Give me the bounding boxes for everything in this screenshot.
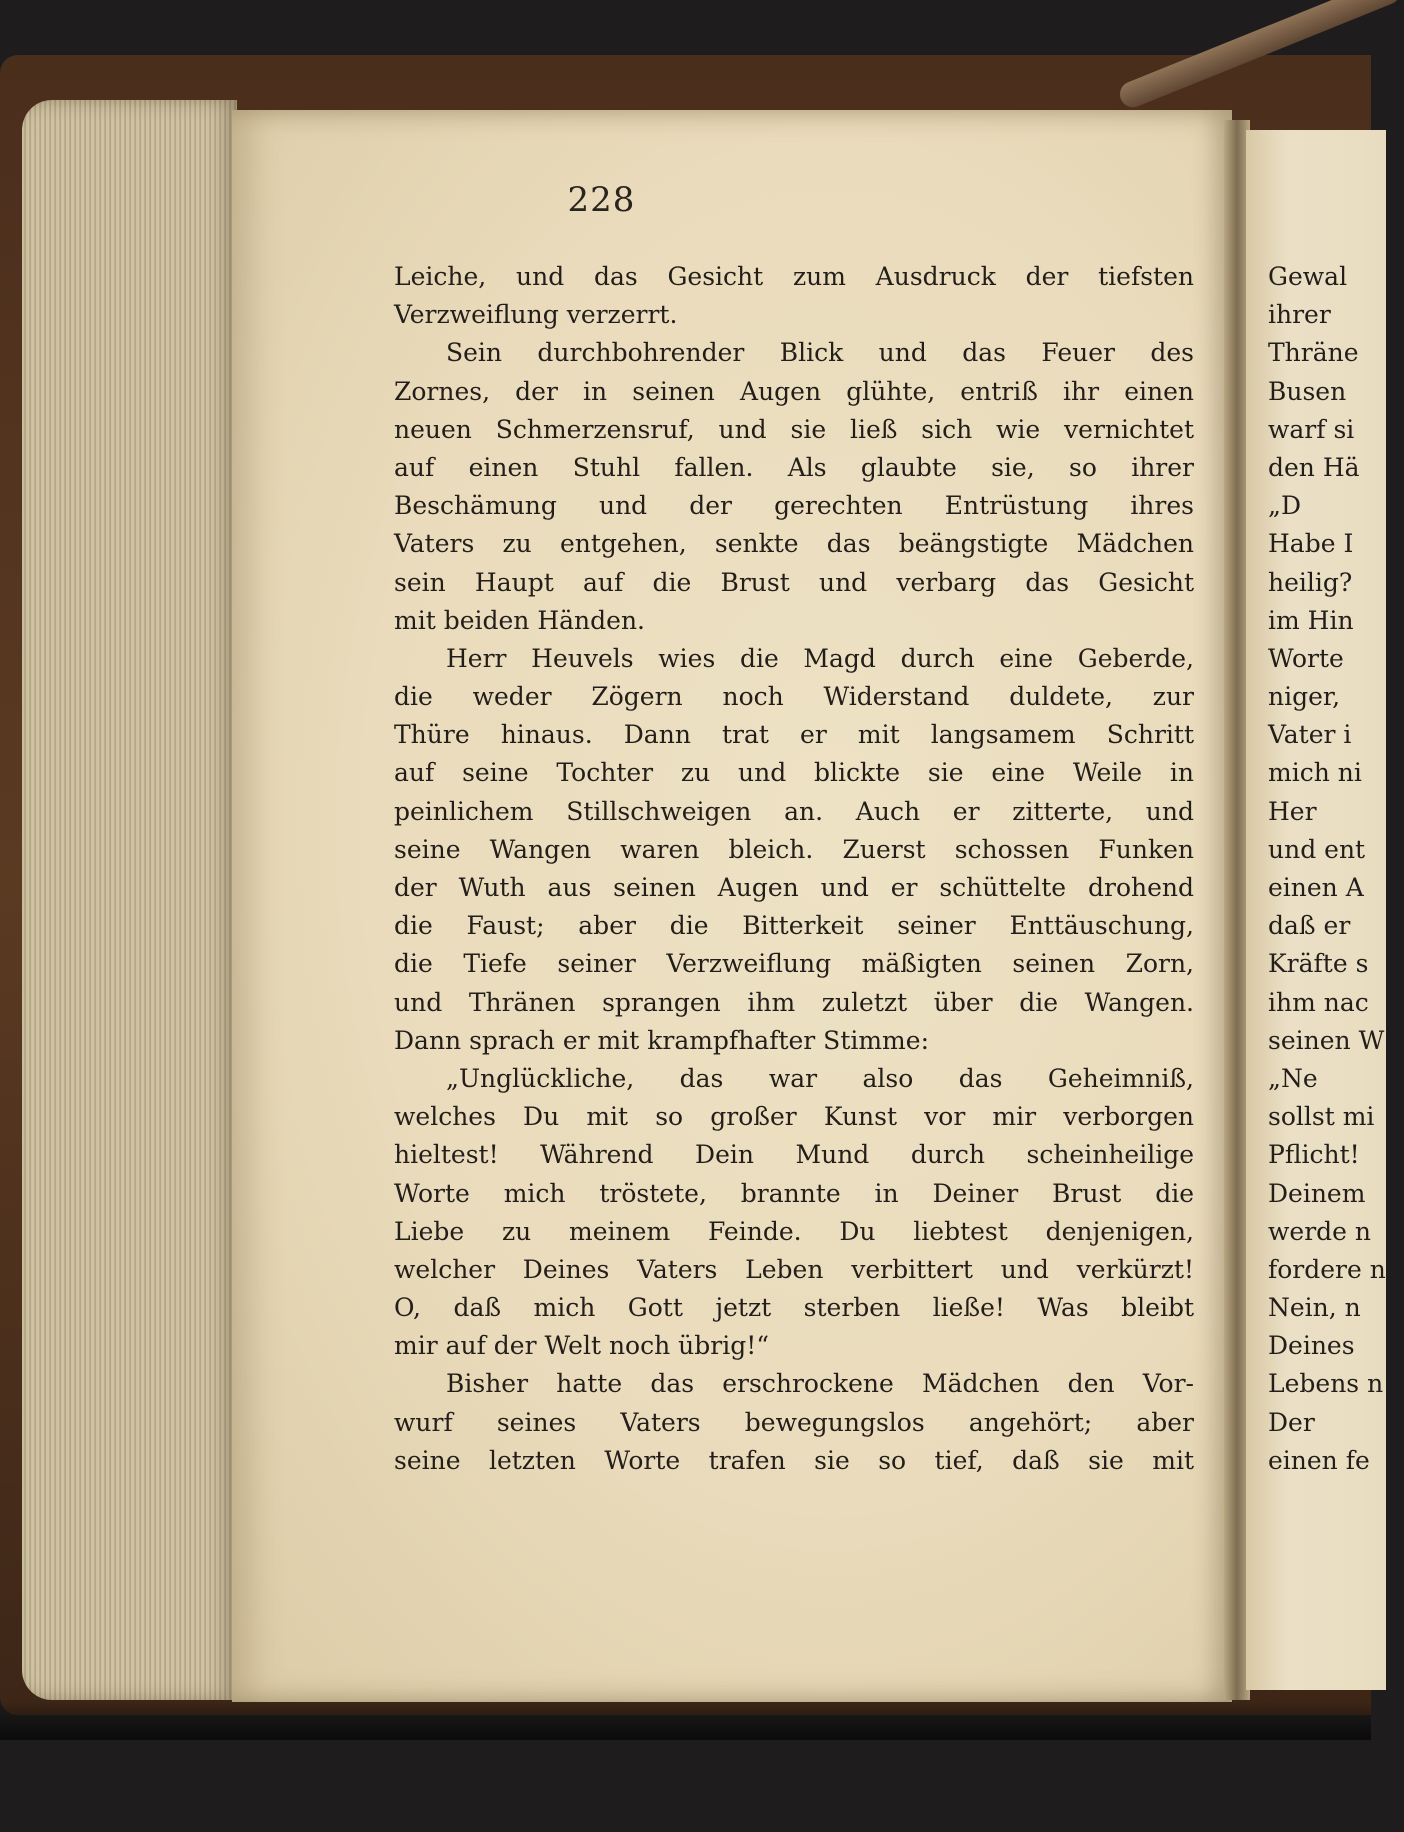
text-line: peinlichem Stillschweigen an. Auch er zitterte, und [394,796,1194,826]
text-line: und Thränen sprangen ihm zuletzt über die Wangen. [394,987,1194,1017]
right-text-line: seinen W [1268,1025,1385,1055]
text-line: Liebe zu meinem Feinde. Du liebtest denjenigen, [394,1216,1194,1246]
text-line: wurf seines Vaters bewegungslos angehört; aber [394,1407,1194,1437]
text-line: Zornes, der in seinen Augen glühte, entriß ihr einen [394,376,1194,406]
right-text-line: warf si [1268,414,1355,444]
right-text-line: Habe I [1268,529,1354,559]
right-text-line: „Ne [1268,1063,1318,1093]
text-line: Verzweiflung verzerrt. [394,300,678,330]
right-text-line: Nein, n [1268,1293,1361,1323]
text-line: seine Wangen waren bleich. Zuerst schossen Funken [394,834,1194,864]
text-line: mit beiden Händen. [394,605,645,635]
text-line: die Tiefe seiner Verzweiflung mäßigten seinen Zorn, [394,949,1194,979]
text-line: Herr Heuvels wies die Magd durch eine Geberde, [446,643,1194,673]
text-line: Worte mich tröstete, brannte in Deiner Brust die [394,1178,1194,1208]
right-text-line: einen fe [1268,1445,1370,1475]
right-text-line: Pflicht! [1268,1140,1360,1170]
text-line: welcher Deines Vaters Leben verbittert und verkürzt! [394,1254,1194,1284]
right-page-text [1268,258,1388,1480]
right-text-line: fordere n [1268,1254,1386,1284]
right-text-line: Lebens n [1268,1369,1384,1399]
text-line: auf einen Stuhl fallen. Als glaubte sie, so ihrer [394,452,1194,482]
text-line: die weder Zögern noch Widerstand duldete, zur [394,682,1194,712]
right-text-line: Kräfte s [1268,949,1369,979]
right-text-line: niger, [1268,682,1341,712]
text-line: der Wuth aus seinen Augen und er schüttelte drohend [394,873,1194,902]
right-text-line: heilig? [1268,567,1353,597]
right-text-line: mich ni [1268,758,1362,788]
text-line: auf seine Tochter zu und blickte sie eine Weile in [394,758,1194,788]
right-text-line: sollst mi [1268,1102,1375,1132]
right-text-line: und ent [1268,834,1366,864]
right-text-line: ihrer [1268,300,1331,330]
right-text-line: Der [1268,1407,1315,1437]
right-text-line: Deines [1268,1331,1355,1361]
right-text-line: ihm nac [1268,987,1369,1017]
right-text-line: Busen [1268,376,1347,406]
right-text-line: Gewal [1268,262,1348,291]
left-page-text [394,258,1194,1480]
text-line: Dann sprach er mit krampfhafter Stimme: [394,1025,929,1055]
right-text-line: Vater i [1268,720,1352,750]
right-text-line: Her [1268,796,1317,826]
right-text-line: einen A [1268,873,1364,902]
text-line: neuen Schmerzensruf, und sie ließ sich wie vernichtet [394,414,1194,444]
text-line: Beschämung und der gerechten Entrüstung ihres [394,491,1194,521]
text-line: Bisher hatte das erschrockene Mädchen den Vor- [446,1369,1194,1399]
right-text-line: Worte [1268,643,1344,673]
text-line: „Unglückliche, das war also das Geheimniß, [446,1063,1194,1093]
text-line: hieltest! Während Dein Mund durch scheinheilige [394,1140,1194,1170]
text-line: O, daß mich Gott jetzt sterben ließe! Was bleibt [394,1293,1194,1323]
right-text-line: werde n [1268,1216,1371,1246]
text-line: sein Haupt auf die Brust und verbarg das Gesicht [394,567,1194,597]
right-text-line: den Hä [1268,452,1360,482]
text-line: Sein durchbohrender Blick und das Feuer des [446,338,1194,368]
text-line: die Faust; aber die Bitterkeit seiner Enttäuschung, [394,911,1194,941]
text-line: seine letzten Worte trafen sie so tief, daß sie mit [394,1445,1194,1475]
text-line: welches Du mit so großer Kunst vor mir verborgen [394,1102,1194,1132]
text-line: mir auf der Welt noch übrig!“ [394,1331,770,1361]
bottom-shadow [0,1700,1371,1740]
right-text-line: Deinem [1268,1178,1366,1208]
right-text-line: im Hin [1268,605,1354,635]
text-line: Leiche, und das Gesicht zum Ausdruck der tiefsten [394,262,1194,291]
right-text-line: „D [1268,491,1301,521]
page-edges [22,100,237,1700]
text-line: Vaters zu entgehen, senkte das beängstigte Mädchen [394,529,1194,559]
right-text-line: daß er [1268,911,1351,941]
text-line: Thüre hinaus. Dann trat er mit langsamem Schritt [394,720,1194,750]
right-text-line: Thräne [1268,338,1359,368]
page-number: 228 [567,180,636,220]
